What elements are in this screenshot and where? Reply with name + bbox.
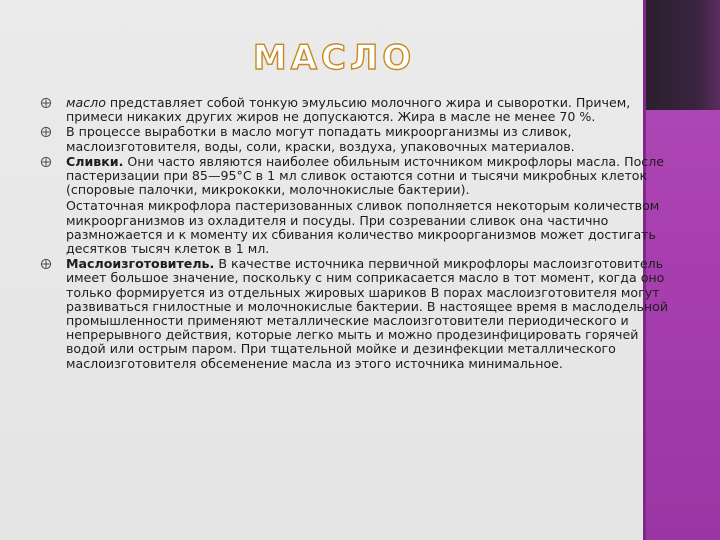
paragraph-text: представляет собой тонкую эмульсию молочного жира и сыворотки. Причем, примеси никаких других жиров не допускаются. Жира в масле не менее 70 %. bbox=[66, 95, 631, 125]
paragraph-residual-microflora bbox=[40, 199, 676, 256]
bullet-item-butter-churn bbox=[40, 257, 676, 371]
paragraph-text: В процессе выработки в масло могут попадать микроорганизмы из сливок, маслоизготовителя, воды, соли, краски, воздуха, упаковочных материалов. bbox=[66, 124, 575, 154]
title-area bbox=[0, 38, 640, 78]
paragraph-lead: Маслоизготовитель. bbox=[66, 256, 215, 272]
paragraph-text: Они часто являются наиболее обильным источником микрофлоры масла. После пастеризации при 85—95°С в 1 мл сливок остаются сотни и тысячи микробных клеток (споровые палочки, микрококки, молочнокислые бактерии). bbox=[66, 153, 665, 198]
slide-content bbox=[40, 96, 676, 372]
paragraph-lead: масло bbox=[66, 95, 106, 110]
circle-cross-bullet-icon bbox=[40, 97, 52, 109]
paragraph-text: В качестве источника первичной микрофлоры маслоизготовитель имеет большое значение, поскольку с ним соприкасается масло в тот момент, когда оно только формируется из отдельных жировых шариков В порах маслоизготовителя могут развиваться гнилостные и молочнокислые бактерии. В настоящее время в маслодельной промышленности применяют металлические маслоизготовители периодического и непрерывного действия, которые легко мыть и можно продезинфицировать горячей водой или острым паром. При тщательной мойке и дезинфекции металлического маслоизготовителя обсеменение масла из этого источника минимальное. bbox=[66, 256, 669, 371]
circle-cross-bullet-icon bbox=[40, 126, 52, 138]
paragraph-lead: Сливки. bbox=[66, 153, 124, 169]
bullet-item-butter-definition bbox=[40, 96, 676, 124]
slide-title: МАСЛО bbox=[252, 38, 416, 78]
circle-cross-bullet-icon bbox=[40, 258, 52, 270]
bullet-item-contamination-sources bbox=[40, 125, 676, 153]
decorative-band-top bbox=[643, 0, 720, 110]
circle-cross-bullet-icon bbox=[40, 156, 52, 168]
bullet-item-cream bbox=[40, 155, 676, 198]
paragraph-text: Остаточная микрофлора пастеризованных сливок пополняется некоторым количеством микроорганизмов из охладителя и посуды. При созревании сливок она частично размножается и к моменту их сбивания количество микроорганизмов может достигать десятков тысяч клеток в 1 мл. bbox=[66, 198, 660, 257]
